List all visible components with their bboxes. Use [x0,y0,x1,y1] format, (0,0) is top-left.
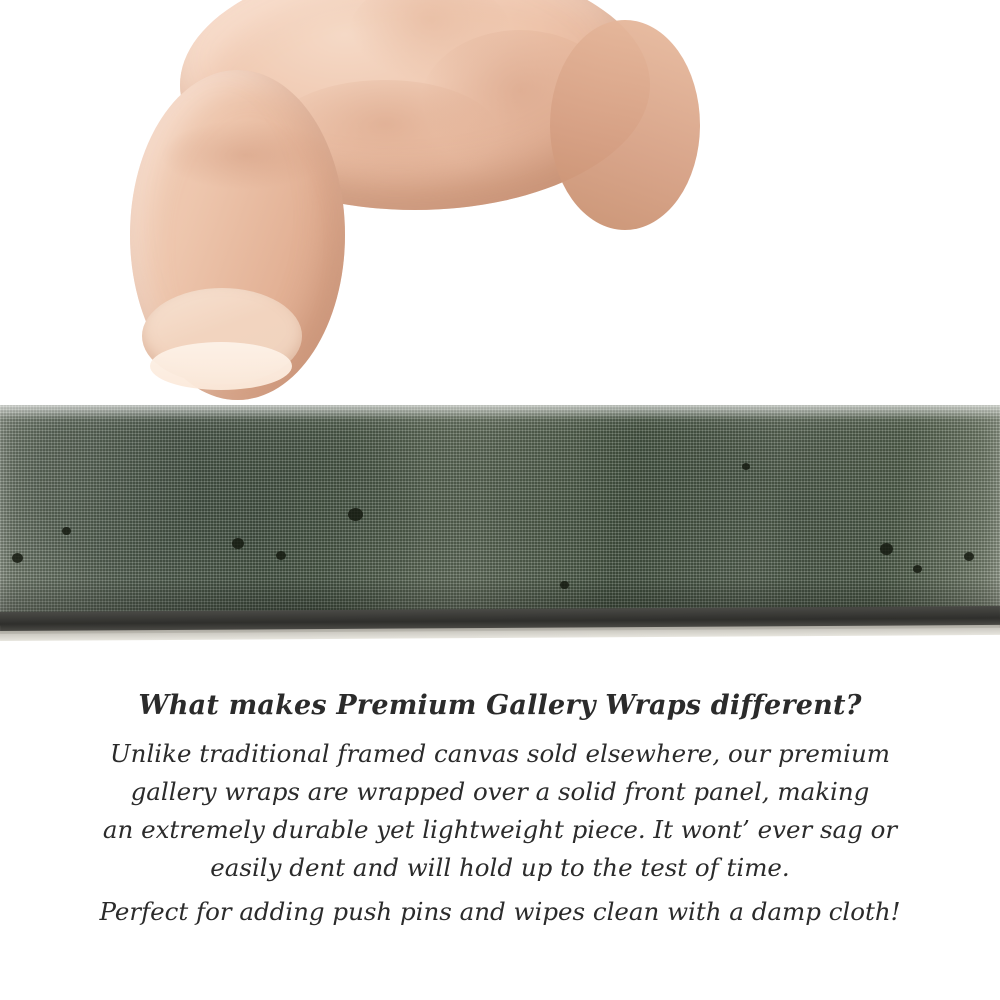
caption-line: gallery wraps are wrapped over a solid front panel, making [130,777,870,806]
canvas-speck [964,552,974,561]
hand-illustration [120,0,680,420]
strip-top-highlight [0,405,1000,419]
canvas-speck [742,463,750,470]
fingernail-tip [150,342,292,390]
canvas-speck [348,508,363,521]
canvas-speck [560,581,569,589]
canvas-speck [276,551,286,560]
canvas-wrap-strip [0,405,1000,617]
caption-block [0,690,1000,931]
canvas-speck [232,538,244,549]
caption-line: easily dent and will hold up to the test of time. [210,853,790,882]
caption-last-line: Perfect for adding push pins and wipes clean with a damp cloth! [99,897,901,926]
caption-line: Unlike traditional framed canvas sold elsewhere, our premium [110,739,890,768]
caption-line: an extremely durable yet lightweight piece. It wont’ ever sag or [102,815,898,844]
finger-crease [160,120,330,190]
canvas-speck [62,527,71,535]
canvas-speck [12,553,23,563]
thumb-edge [550,20,700,230]
canvas-speck [913,565,922,573]
caption-title: What makes Premium Gallery Wraps different? [138,690,862,721]
canvas-speck [880,543,893,555]
